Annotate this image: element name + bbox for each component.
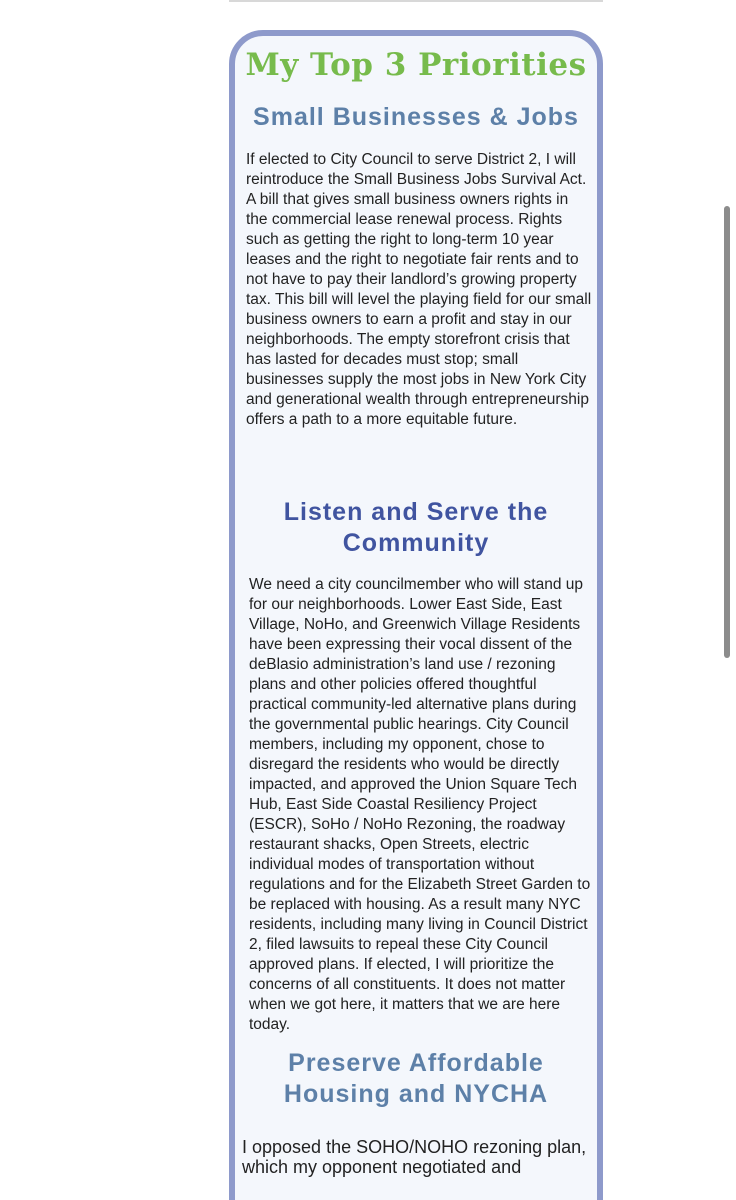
priorities-card — [229, 30, 603, 1200]
section-heading-listen-serve: Listen and Serve the Community — [283, 498, 549, 557]
section-body-affordable-housing: I opposed the SOHO/NOHO rezoning plan, which my opponent negotiated and — [242, 1137, 587, 1177]
section-heading-affordable-housing: Preserve Affordable Housing and NYCHA — [283, 1049, 549, 1108]
top-divider — [229, 0, 603, 2]
section-heading-small-businesses: Small Businesses & Jobs — [253, 103, 579, 131]
card-title: My Top 3 Priorities — [245, 47, 587, 83]
scrollbar-thumb[interactable] — [724, 206, 730, 658]
section-body-small-businesses: If elected to City Council to serve District 2, I will reintroduce the Small Business Jobs Survival Act. A bill that gives small business owners rights in the commercial lease renewal process. Rights such as getting the right to long-term 10 year leases and the right to negotiate fair rents and to not have to pay their landlord’s growing property tax. This bill will level the playing field for our small business owners to earn a profit and stay in our neighborhoods. The empty storefront crisis that has lasted for decades must stop; small businesses supply the most jobs in New York City and generational wealth through entrepreneurship offers a path to a more equitable future. — [246, 151, 592, 428]
section-body-listen-serve: We need a city councilmember who will stand up for our neighborhoods. Lower East Side, East Village, NoHo, and Greenwich Village Residents have been expressing their vocal dissent of the deBlasio administration’s land use / rezoning plans and other policies offered thoughtful practical community-led alternative plans during the governmental public hearings. City Council members, including my opponent, chose to disregard the residents who would be directly impacted, and approved the Union Square Tech Hub, East Side Coastal Resiliency Project (ESCR), SoHo / NoHo Rezoning, the roadway restaurant shacks, Open Streets, electric individual modes of transportation without regulations and for the Elizabeth Street Garden to be replaced with housing. As a result many NYC residents, including many living in Council District 2, filed lawsuits to repeal these City Council approved plans. If elected, I will prioritize the concerns of all constituents. It does not matter when we got here, it matters that we are here today. — [249, 576, 591, 1033]
